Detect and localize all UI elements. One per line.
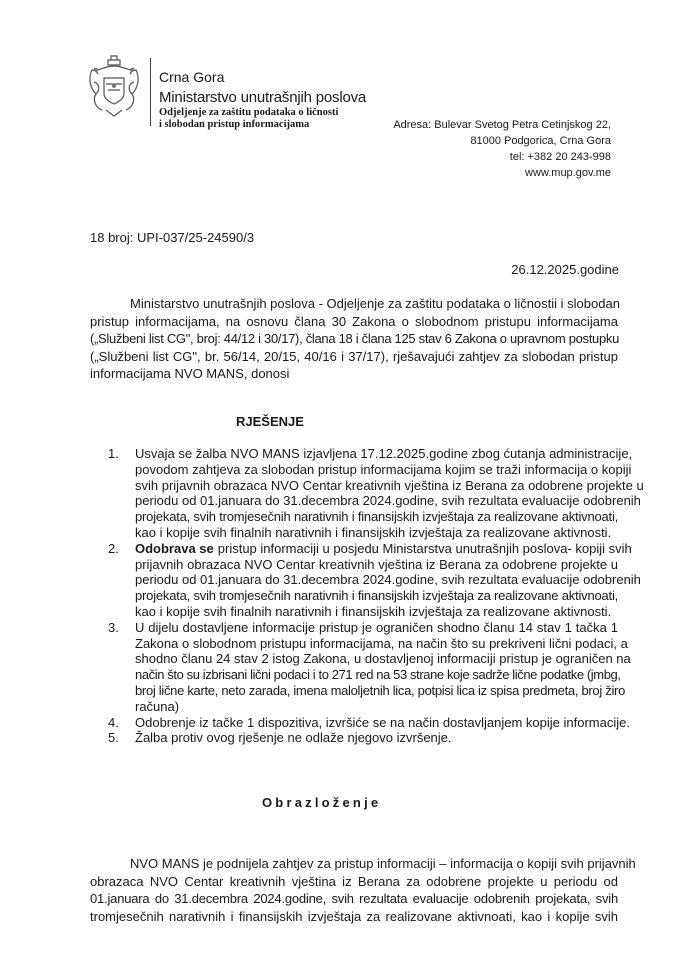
decision-item-2: 2. Odobrava se pristup informaciji u posjedu Ministarstva unutrašnjih poslova- kopiji svih prijavnih obrazaca NVO Centar kreativnih vještina iz Berana za odobrene projekte u periodu od 01.januara do 31.decembra 2024.godine, svih rezultata evaluacije odobrenih projekata, svih tromjesečnih narativnih i finansijskih izvještaja za realizovane aktivnoati, kao i kopije svih finalnih narativnih i finansijskih izvještaja za realizovane aktivnosti. <box>108 540 641 619</box>
decision-item-4: 4. Odobrenje iz tačke 1 dispozitiva, izvršiće se na način dostavljanjem kopije informacije. <box>108 714 630 730</box>
decision-item-1: 1. Usvaja se žalba NVO MANS izjavljena 17.12.2025.godine zbog ćutanja administracije, povodom zahtjeva za slobodan pristup informacijama kojim se traži informacija o kopiji svih prijavnih obrazaca NVO Centar kreativnih vještina iz Berana za odobrene projekte u periodu od 01.januara do 31.decembra 2024.godine, svih rezultata evaluacije odobrenih projekata, svih tromjesečnih narativnih i finansijskih izvještaja za realizovane aktivnoati, kao i kopije svih finalnih narativnih i finansijskih izvještaja za realizovane aktivnosti. <box>108 446 644 540</box>
reference-number: 18 broj: UPI-037/25-24590/3 <box>90 230 255 245</box>
decision-item-5: 5. Žalba protiv ovog rješenje ne odlaže njegovo izvršenje. <box>108 730 452 746</box>
decision-items <box>108 446 644 746</box>
reasoning-title: Obrazloženje <box>262 795 382 810</box>
document-date: 26.12.2025.godine <box>511 262 619 277</box>
decision-title: RJEŠENJE <box>236 414 304 429</box>
department-name: Odjeljenje za zaštitu podataka o ličnosti i slobodan pristup informacijama <box>159 107 339 130</box>
decision-item-3: 3. U dijelu dostavljene informacije pristup je ograničen shodno članu 14 stav 1 tačka 1 Zakona o slobodnom pristupu informacijama, na način što su prekriveni lični podaci, a shodno članu 24 stav 2 istog Zakona, u dostavljenoj informaciji pristup je ograničen na način što su izbrisani lični podaci i to 271 red na 53 strane koje sadrže lične podatke (jmbg, broj lične karte, neto zarada, imena maloljetnih lica, potpisi lica iz spisa predmeta, broj žiro računa) <box>108 619 631 714</box>
reasoning-paragraph: NVO MANS je podnijela zahtjev za pristup informaciji – informacija o kopiji svih prijavnih obrazaca NVO Centar kreativnih vještina iz Berana za odobrene projekte u periodu od 01.januara do 31.decembra 2024.godine, svih rezultata evaluacije odobrenih projekata, svih tromjesečnih narativnih i finansijskih izvještaja za realizovane aktivnoati, kao i kopije svih <box>90 856 636 924</box>
country-name: Crna Gora <box>159 69 225 85</box>
ministry-name: Ministarstvo unutrašnjih poslova <box>159 89 367 106</box>
intro-paragraph: Ministarstvo unutrašnjih poslova - Odjeljenje za zaštitu podataka o ličnostii i slobodan pristup informacijama, na osnovu člana 30 Zakona o slobodnom pristupu informacijama („Službeni list CG", broj: 44/12 i 30/17), člana 18 i člana 125 stav 6 Zakona o upravnom postupku („Službeni list CG", br. 56/14, 20/15, 40/16 i 37/17), rješavajući zahtjev za slobodan pristup informacijama NVO MANS, donosi <box>90 296 620 382</box>
header-divider <box>150 58 151 126</box>
coat-of-arms-logo <box>84 52 144 122</box>
address-block: Adresa: Bulevar Svetog Petra Cetinjskog 22, 81000 Podgorica, Crna Gora tel: +382 20 243-998 www.mup.gov.me <box>393 119 611 179</box>
